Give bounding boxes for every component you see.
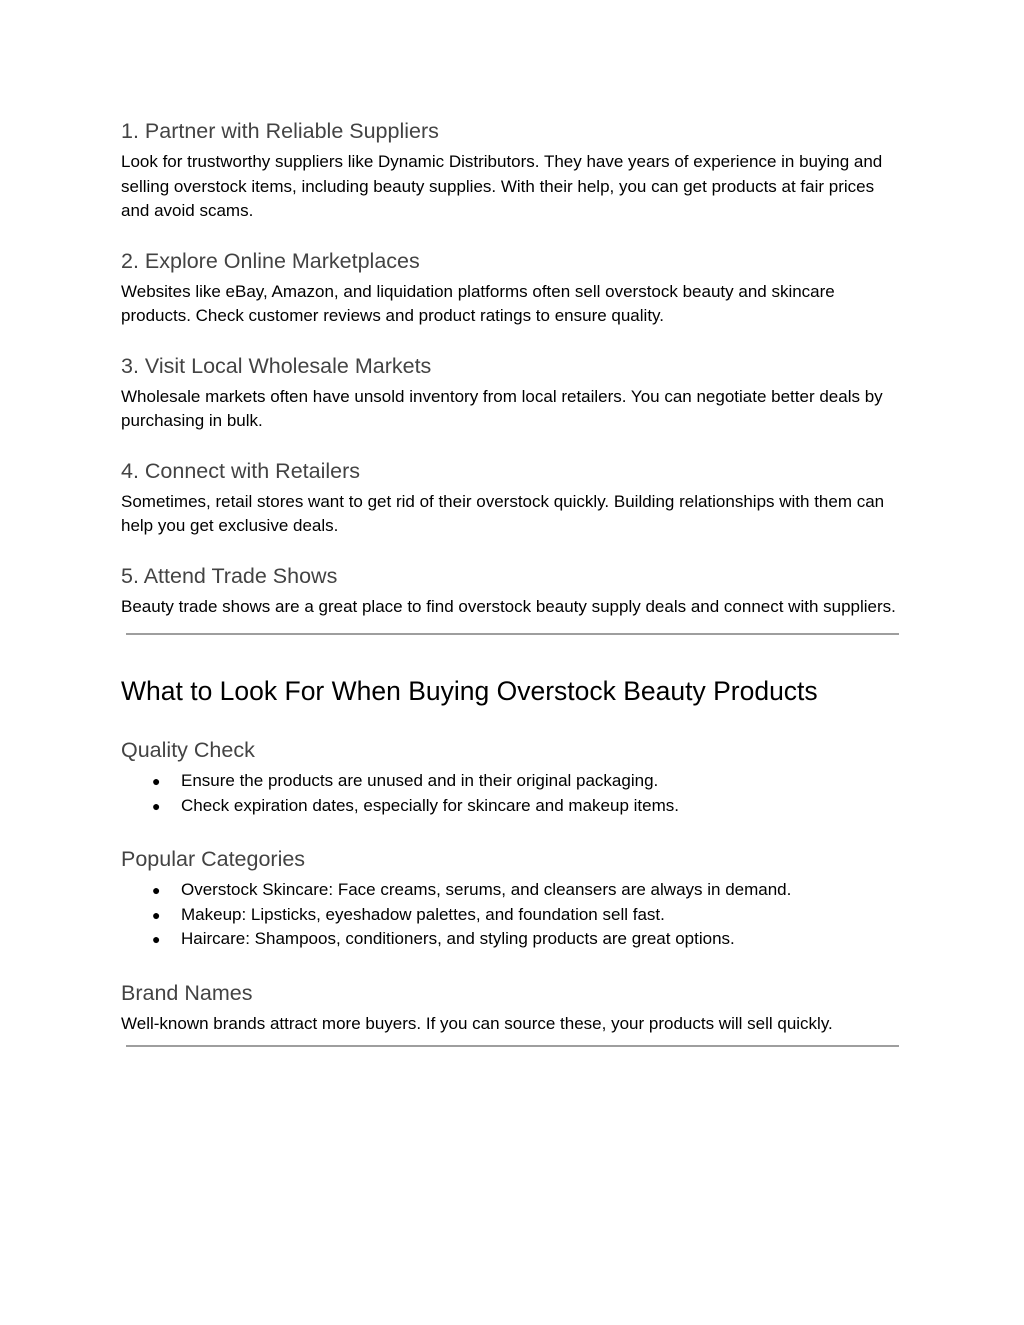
- bullet-icon: ●: [152, 773, 161, 789]
- list-item-text: Overstock Skincare: Face creams, serums, and cleansers are always in demand.: [181, 880, 792, 899]
- list-item-text: Ensure the products are unused and in their original packaging.: [181, 771, 659, 790]
- section-5: [121, 561, 901, 620]
- list-item: [121, 769, 901, 794]
- section-heading: 5. Attend Trade Shows: [121, 563, 338, 588]
- section-heading: 1. Partner with Reliable Suppliers: [121, 119, 439, 143]
- bullet-icon: ●: [152, 931, 161, 947]
- popular-categories-heading: Popular Categories: [121, 847, 306, 871]
- list-item-text: Makeup: Lipsticks, eyeshadow palettes, and foundation sell fast.: [181, 904, 665, 924]
- brand-names-section: [121, 978, 901, 1037]
- section-heading: 2. Explore Online Marketplaces: [121, 248, 420, 273]
- list-item: [121, 903, 901, 928]
- section-heading: 3. Visit Local Wholesale Markets: [121, 353, 432, 378]
- section-heading: 4. Connect with Retailers: [121, 458, 360, 483]
- section-4: [121, 456, 901, 539]
- list-item: [121, 794, 901, 819]
- list-item: [121, 878, 901, 903]
- section-body: Wholesale markets often have unsold inventory from local retailers. You can negotiate better deals by purchasing in bulk.: [121, 386, 883, 430]
- section-1: [121, 116, 901, 224]
- quality-check-heading: Quality Check: [121, 738, 255, 762]
- section-body: Sometimes, retail stores want to get rid of their overstock quickly. Building relationships with them can help you get exclusive deals.: [121, 491, 885, 535]
- section-body: Beauty trade shows are a great place to find overstock beauty supply deals and connect with suppliers.: [121, 596, 896, 616]
- list-item-text: Check expiration dates, especially for skincare and makeup items.: [181, 795, 679, 815]
- section-body: Websites like eBay, Amazon, and liquidation platforms often sell overstock beauty and skincare products. Check customer reviews and product ratings to ensure quality.: [121, 281, 835, 325]
- popular-categories-section: [121, 844, 901, 952]
- quality-check-section: [121, 735, 901, 818]
- section-body: Look for trustworthy suppliers like Dynamic Distributors. They have years of experience in buying and selling overstock items, including beauty supplies. With their help, you can get products at fair prices and avoid scams.: [121, 152, 883, 220]
- list-item: [121, 927, 901, 952]
- list-item-text: Haircare: Shampoos, conditioners, and styling products are great options.: [181, 929, 735, 948]
- horizontal-rule: [126, 633, 899, 635]
- section-2: [121, 246, 901, 329]
- bullet-icon: ●: [152, 882, 161, 898]
- brand-names-heading: Brand Names: [121, 980, 253, 1005]
- bullet-icon: ●: [152, 797, 161, 814]
- what-to-look-for-title: What to Look For When Buying Overstock Beauty Products: [121, 676, 818, 706]
- section-3: [121, 351, 901, 434]
- document-page: [121, 116, 901, 1047]
- brand-names-body: Well-known brands attract more buyers. If you can source these, your products will sell quickly.: [121, 1013, 833, 1033]
- horizontal-rule: [126, 1045, 899, 1047]
- bullet-icon: ●: [152, 906, 161, 923]
- popular-categories-list: [121, 878, 901, 952]
- quality-check-list: [121, 769, 901, 818]
